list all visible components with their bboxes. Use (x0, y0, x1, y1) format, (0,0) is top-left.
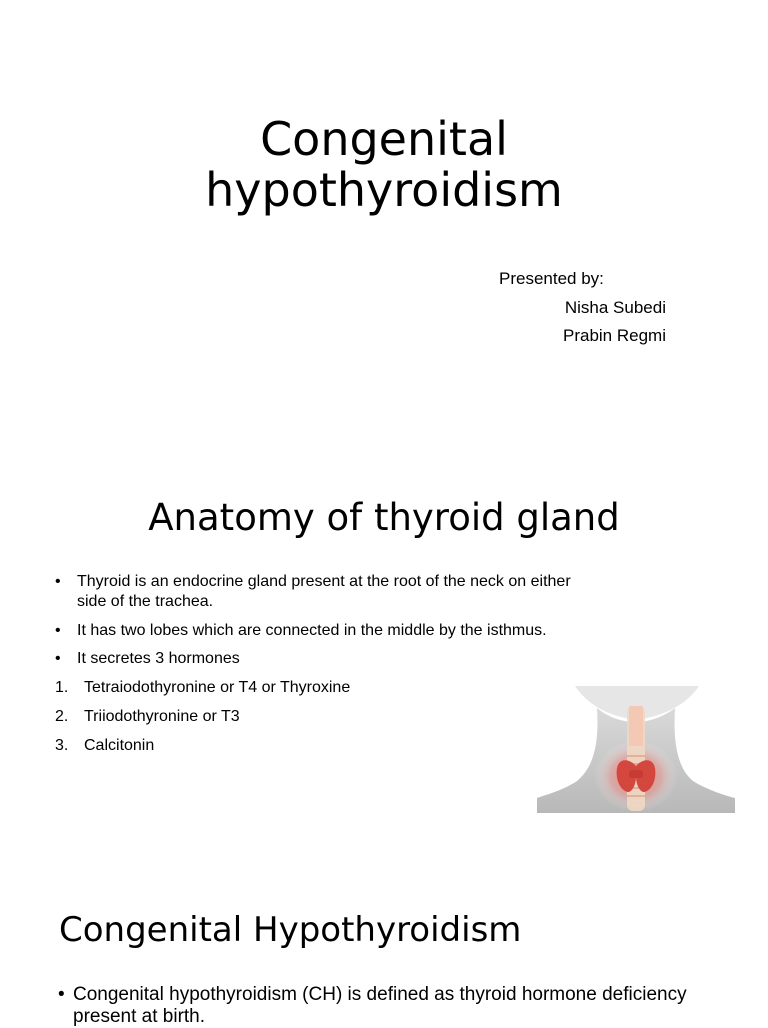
title-line-1: Congenital (260, 112, 508, 166)
item-text: Tetraiodothyronine or T4 or Thyroxine (84, 679, 351, 696)
item-text: Calcitonin (84, 737, 155, 754)
item-number: 1. (55, 679, 69, 696)
item-text: Triiodothyronine or T3 (84, 708, 240, 725)
bullet-text: Congenital hypothyroidism (CH) is defined as thyroid hormone deficiency present at birth. (73, 984, 687, 1027)
title-slide (0, 0, 768, 440)
presented-by-label: Presented by: (499, 269, 604, 288)
list-item (55, 621, 595, 641)
bullet-text: It secretes 3 hormones (77, 650, 240, 667)
neck-thyroid-illustration-icon (537, 686, 735, 813)
numbered-item (55, 707, 240, 727)
bullet-marker: • (55, 622, 61, 639)
list-item (55, 649, 595, 669)
numbered-item (55, 678, 350, 698)
anatomy-slide (0, 440, 768, 874)
slide-title: Anatomy of thyroid gland (148, 496, 620, 539)
bullet-marker: • (55, 650, 61, 667)
item-number: 3. (55, 737, 69, 754)
title-line-2: hypothyroidism (205, 163, 563, 217)
numbered-item (55, 736, 154, 756)
presentation-title (0, 114, 768, 216)
item-number: 2. (55, 708, 69, 725)
bullet-text: It has two lobes which are connected in the middle by the isthmus. (77, 622, 547, 639)
list-item (55, 572, 595, 612)
list-item (58, 984, 698, 1028)
bullet-marker: • (58, 984, 65, 1005)
presenter-name: Nisha Subedi (564, 298, 666, 317)
bullet-marker: • (55, 573, 61, 590)
slide-title: Congenital Hypothyroidism (59, 910, 522, 950)
bullet-text: Thyroid is an endocrine gland present at the root of the neck on either side of the trachea. (77, 573, 571, 610)
presenter-name: Prabin Regmi (563, 326, 666, 345)
congenital-hypothyroidism-slide (0, 874, 768, 1027)
